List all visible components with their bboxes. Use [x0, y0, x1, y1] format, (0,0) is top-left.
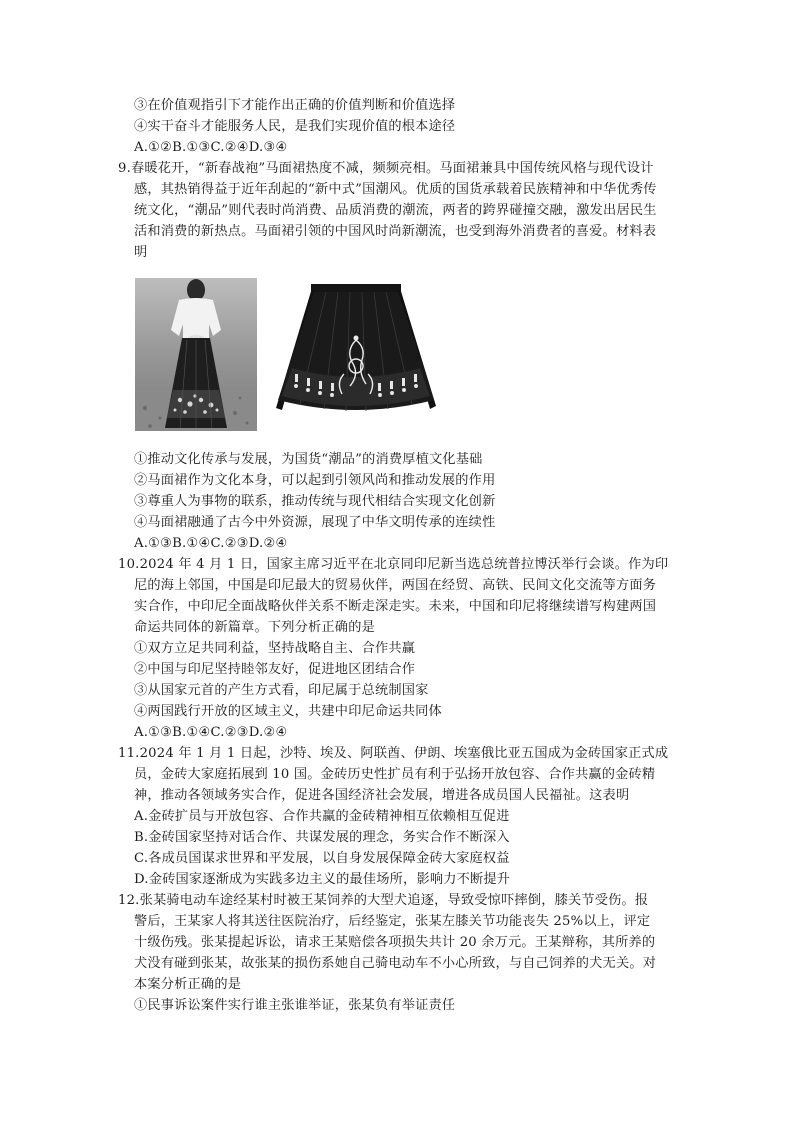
q12-stem-line: 犬没有碰到张某，故张某的损伤系她自己骑电动车不小心所致，与自己饲养的犬无关。对 — [134, 956, 657, 971]
q12-option-1: ①民事诉讼案件实行谁主张谁举证，张某负有举证责任 — [134, 998, 456, 1013]
q10-stem-line: 实合作，中印尼全面战略伙伴关系不断走深走实。未来，中国和印尼将继续谱写构建两国 — [134, 599, 657, 614]
q10-option-1: ①双方立足共同利益，坚持战略自主、合作共赢 — [134, 641, 416, 656]
woman-in-mamianqun-on-beach-photo — [135, 278, 257, 431]
q10-choices: A.①③B.①④C.②③D.②④ — [134, 725, 288, 740]
q8-option-3: ③在价值观指引下才能作出正确的价值判断和价值选择 — [134, 98, 456, 113]
q10-option-2: ②中国与印尼坚持睦邻友好，促进地区团结合作 — [134, 662, 416, 677]
q12-stem-line: 警后，王某家人将其送往医院治疗，后经鉴定，张某左膝关节功能丧失 25%以上，评定 — [134, 914, 651, 929]
q9-stem-line: 明 — [134, 245, 148, 260]
q9-option-2: ②马面裙作为文化本身，可以起到引领风尚和推动发展的作用 — [134, 473, 496, 488]
q9-stem-line: 9.春暖花开，“新春战袍”马面裙热度不减，频频亮相。马面裙兼具中国传统风格与现代设计 — [118, 161, 654, 176]
q9-option-3: ③尊重人为事物的联系，推动传统与现代相结合实现文化创新 — [134, 494, 496, 509]
q10-option-4: ④两国践行开放的区域主义，共建中印尼命运共同体 — [134, 704, 442, 719]
q10-option-3: ③从国家元首的产生方式看，印尼属于总统制国家 — [134, 683, 429, 698]
q12-stem-line: 12.张某骑电动车途经某村时被王某饲养的大型犬追逐，导致受惊吓摔倒，膝关节受伤。报 — [118, 893, 649, 908]
q11-stem-line: 11.2024 年 1 月 1 日起，沙特、埃及、阿联酋、伊朗、埃塞俄比亚五国成为金砖国家正式成 — [118, 746, 669, 761]
q8-choices: A.①②B.①③C.②④D.③④ — [134, 140, 288, 155]
q11-option-b: B.金砖国家坚持对话合作、共谋发展的理念，务实合作不断深入 — [134, 830, 510, 845]
q12-stem-line: 本案分析正确的是 — [134, 977, 242, 992]
black-mamianqun-skirt-with-phoenix-pattern-photo — [266, 278, 446, 423]
q9-stem-line: 活和消费的新热点。马面裙引领的中国风时尚新潮流，也受到海外消费者的喜爱。材料表 — [134, 224, 657, 239]
q10-stem-line: 尼的海上邻国，中国是印尼最大的贸易伙伴，两国在经贸、高铁、民间文化交流等方面务 — [134, 578, 657, 593]
q9-choices: A.①③B.①④C.②③D.②④ — [134, 536, 288, 551]
q11-option-d: D.金砖国家逐渐成为实践多边主义的最佳场所，影响力不断提升 — [134, 872, 511, 887]
q11-stem-line: 神，推动各领域务实合作，促进各国经济社会发展，增进各成员国人民福祉。这表明 — [134, 788, 630, 803]
q9-stem-line: 感，其热销得益于近年刮起的“新中式”国潮风。优质的国货承载着民族精神和中华优秀传 — [134, 182, 657, 197]
q11-option-c: C.各成员国谋求世界和平发展，以自身发展保障金砖大家庭权益 — [134, 851, 510, 866]
q9-stem-line: 统文化，“潮品”则代表时尚消费、品质消费的潮流，两者的跨界碰撞交融，激发出居民生 — [134, 203, 657, 218]
q11-stem-line: 员，金砖大家庭拓展到 10 国。金砖历史性扩员有利于弘扬开放包容、合作共赢的金砖精 — [134, 767, 656, 782]
q10-stem-line: 命运共同体的新篇章。下列分析正确的是 — [134, 620, 375, 635]
q9-option-1: ①推动文化传承与发展，为国货“潮品”的消费厚植文化基础 — [134, 452, 483, 467]
q8-option-4: ④实干奋斗才能服务人民，是我们实现价值的根本途径 — [134, 119, 456, 134]
q10-stem-line: 10.2024 年 4 月 1 日，国家主席习近平在北京同印尼新当选总统普拉博沃举行会谈。作为印 — [118, 557, 669, 572]
q11-option-a: A.金砖扩员与开放包容、合作共赢的金砖精神相互依赖相互促进 — [134, 809, 510, 824]
q9-option-4: ④马面裙融通了古今中外资源，展现了中华文明传承的连续性 — [134, 515, 496, 530]
q12-stem-line: 十级伤残。张某提起诉讼，请求王某赔偿各项损失共计 20 余万元。王某辩称，其所养的 — [134, 935, 656, 950]
